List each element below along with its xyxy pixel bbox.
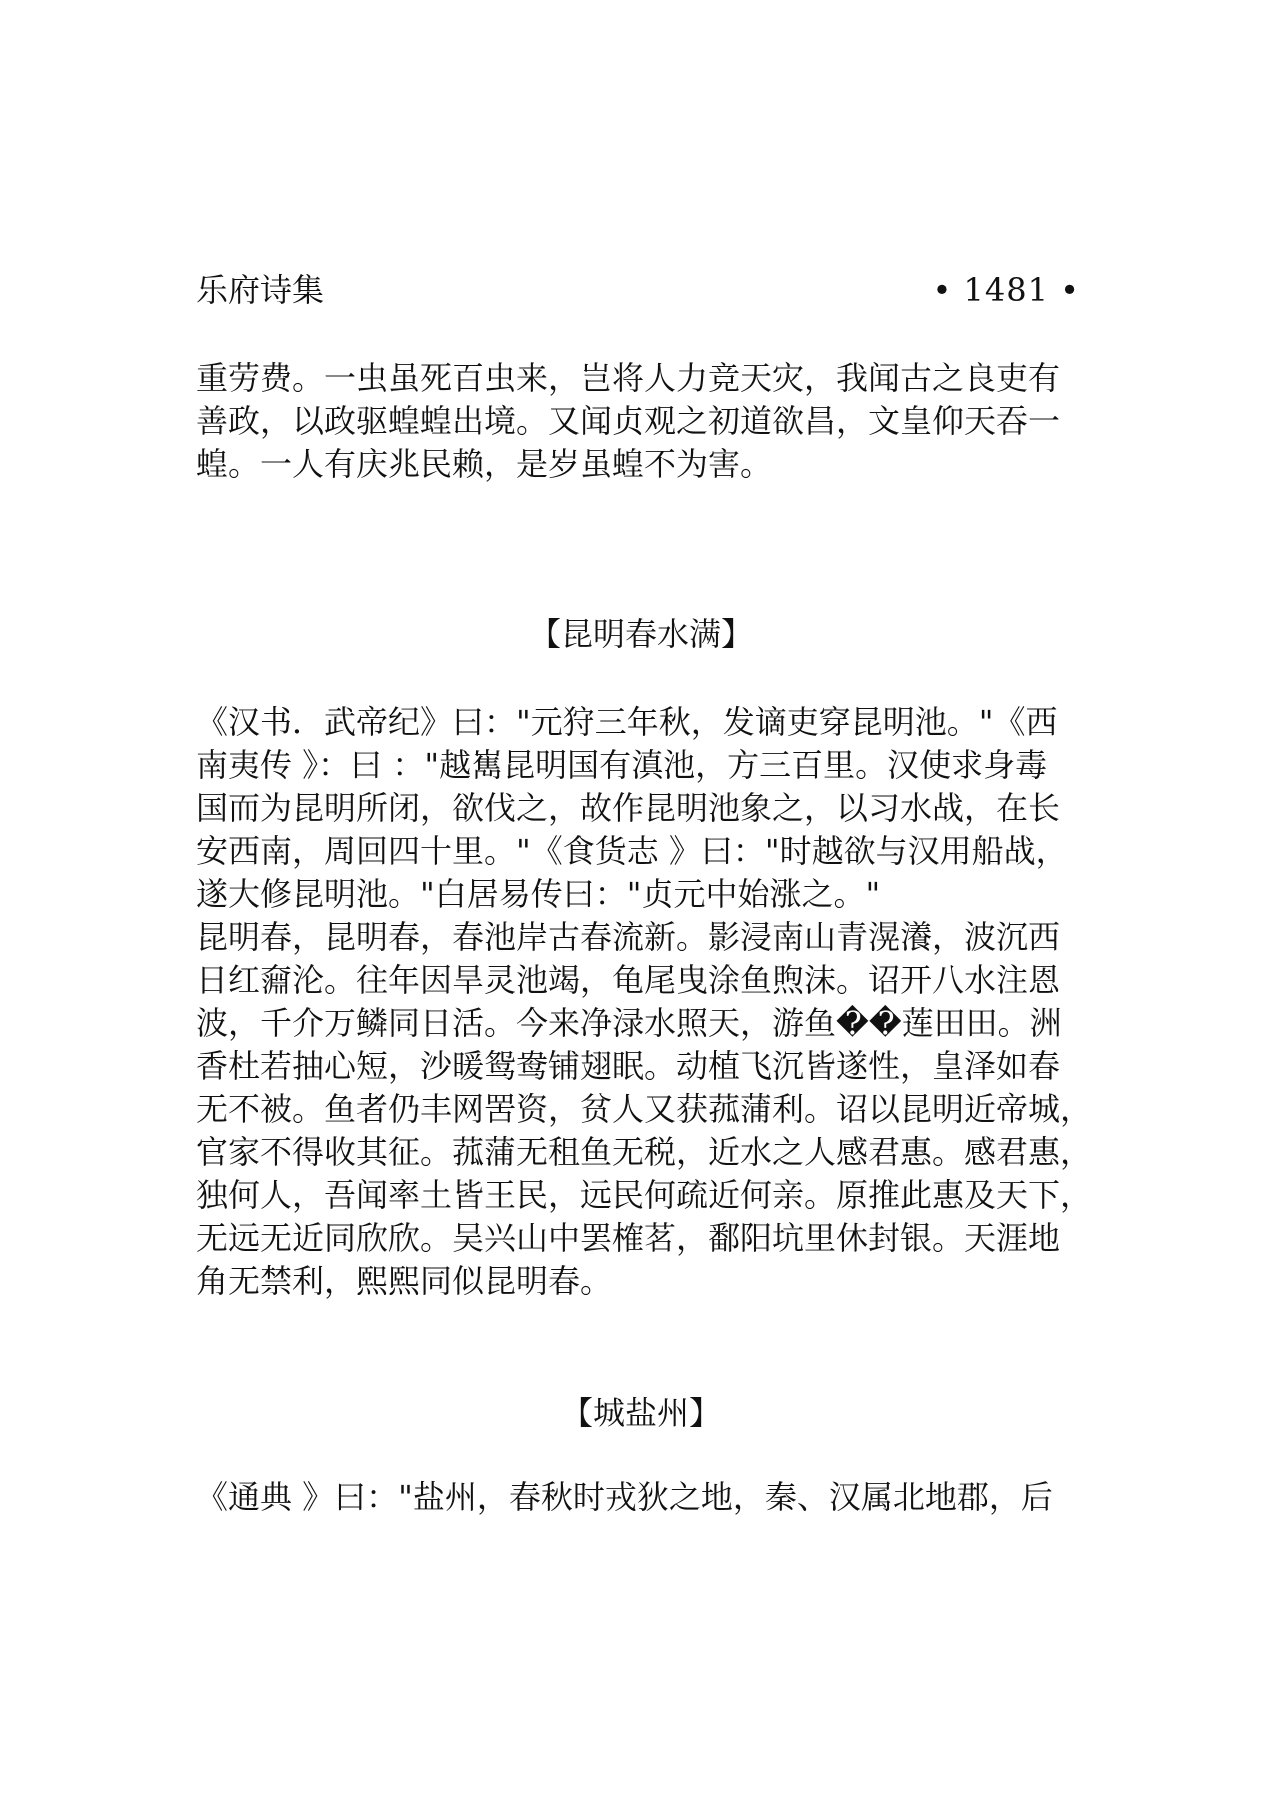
- text-line: 无不被。鱼者仍丰网罟资，贫人又获菰蒲利。诏以昆明近帝城，: [196, 1090, 1093, 1128]
- text-line: 官家不得收其征。菰蒲无租鱼无税，近水之人感君惠。感君惠，: [196, 1133, 1093, 1171]
- text-line: 《通典 》曰："盐州，春秋时戎狄之地，秦、汉属北地郡，后: [196, 1478, 1053, 1516]
- yanzhou-note-paragraph: [196, 1476, 1106, 1519]
- text-line: 南夷传 》：曰 ："越嶲昆明国有滇池，方三百里。汉使求身毒: [196, 746, 1048, 784]
- text-line: 蝗。一人有庆兆民赖，是岁虽蝗不为害。: [196, 445, 773, 483]
- text-line: 独何人，吾闻率土皆王民，远民何疏近何亲。原推此惠及天下，: [196, 1176, 1093, 1214]
- page-header: [196, 268, 1086, 312]
- text-line: 香杜若抽心短，沙暖鸳鸯铺翅眠。动植飞沉皆遂性，皇泽如春: [196, 1047, 1061, 1085]
- page-number: • 1481 •: [932, 271, 1080, 309]
- text-line: 日红奫沦。往年因旱灵池竭，龟尾曳涂鱼煦沫。诏开八水注恩: [196, 961, 1061, 999]
- text-line: 波，千介万鳞同日活。今来净渌水照天，游鱼��莲田田。洲: [196, 1004, 1062, 1042]
- text-line: 安西南，周回四十里。"《食货志 》曰："时越欲与汉用船战，: [196, 832, 1068, 870]
- text-line: 角无禁利，熙熙同似昆明春。: [196, 1262, 613, 1300]
- text-line: 遂大修昆明池。"白居易传曰："贞元中始涨之。": [196, 875, 881, 913]
- text-line: 《汉书．武帝纪》曰："元狩三年秋，发谪吏穿昆明池。"《西: [196, 703, 1058, 741]
- section-title-kunming: 【昆明春水满】: [528, 615, 753, 653]
- book-title: 乐府诗集: [196, 271, 325, 309]
- kunming-note-paragraph: [196, 701, 1106, 916]
- text-line: 无远无近同欣欣。吴兴山中罢榷茗，鄱阳坑里休封银。天涯地: [196, 1219, 1061, 1257]
- text-line: 昆明春，昆明春，春池岸古春流新。影浸南山青滉瀁，波沉西: [196, 918, 1061, 956]
- section-title-yanzhou: 【城盐州】: [560, 1394, 721, 1432]
- text-line: 国而为昆明所闭，欲伐之，故作昆明池象之，以习水战，在长: [196, 789, 1061, 827]
- text-line: 善政，以政驱蝗蝗出境。又闻贞观之初道欲昌，文皇仰天吞一: [196, 402, 1061, 440]
- kunming-poem-paragraph: [196, 916, 1106, 1303]
- text-line: 重劳费。一虫虽死百虫来，岂将人力竞天灾，我闻古之良吏有: [196, 359, 1061, 397]
- continuation-paragraph: [196, 357, 1106, 486]
